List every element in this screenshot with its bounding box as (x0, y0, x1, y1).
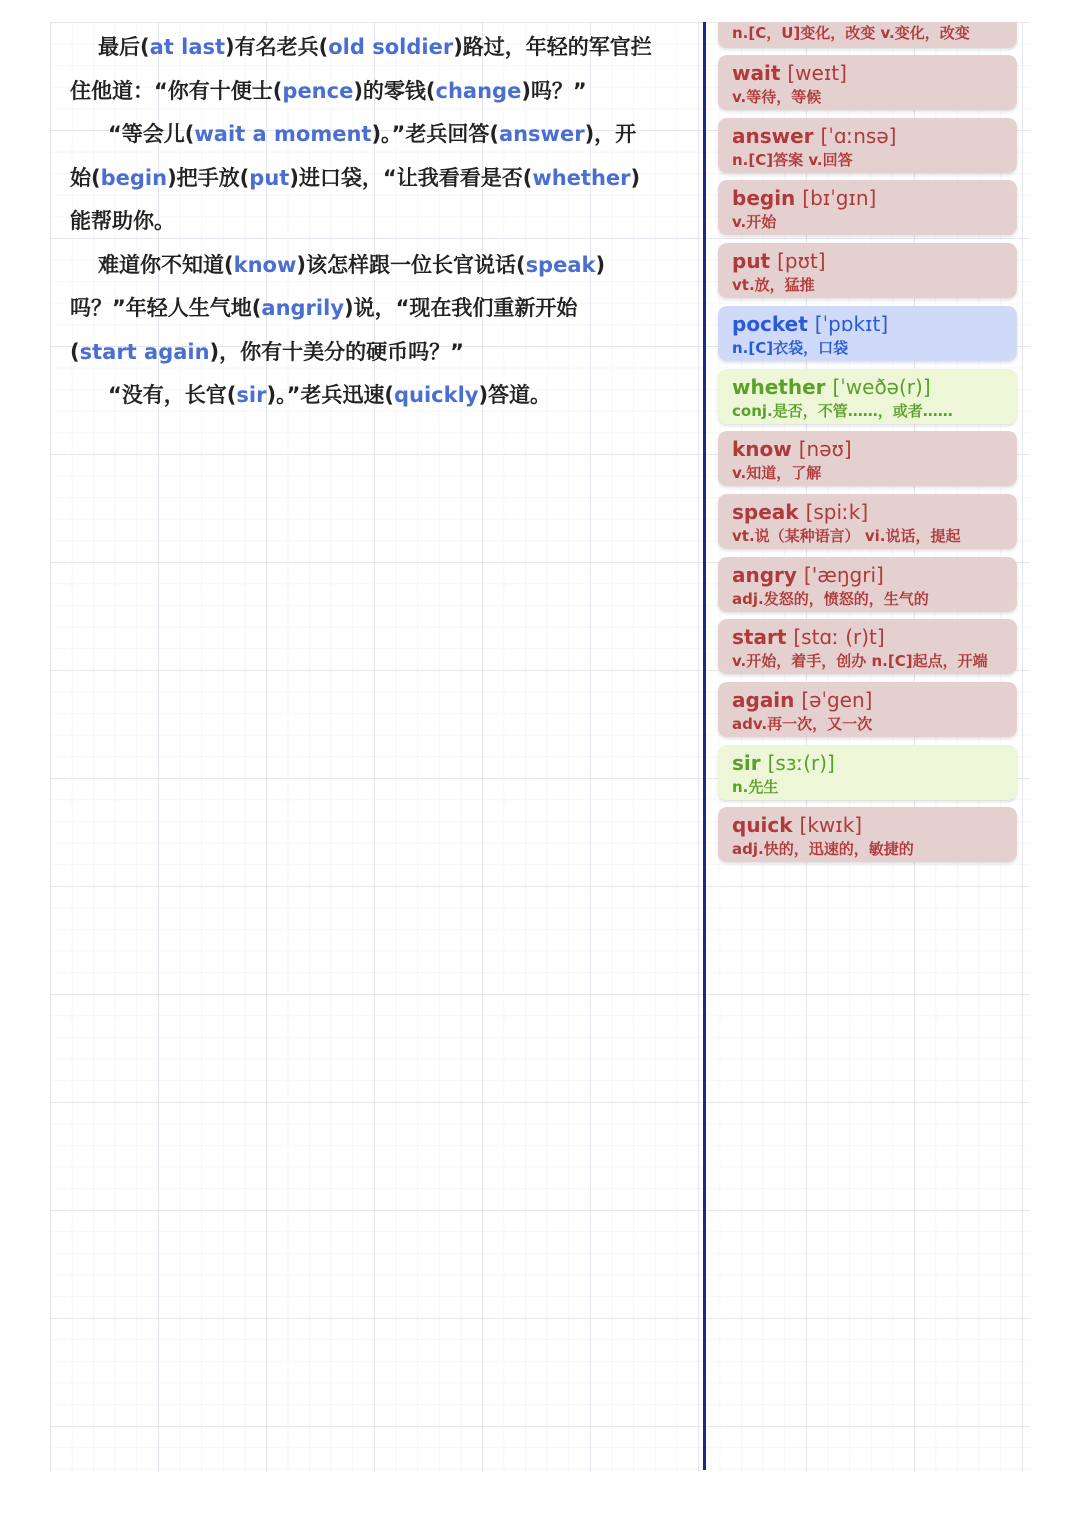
vocab-headword-line (732, 122, 1003, 150)
vocab-meaning: n.先生 (732, 778, 779, 796)
story-passage (70, 26, 680, 418)
passage-text: ( (70, 339, 80, 364)
english-keyword: sir (236, 383, 267, 407)
vocab-phonetic: [spiːk] (805, 500, 869, 524)
vocab-meaning: n.[C]答案 v.回答 (732, 151, 853, 169)
vocab-word: quick (732, 813, 793, 837)
passage-text: 难道你不知道( (98, 252, 234, 277)
passage-text: )。”老兵迅速( (266, 383, 394, 407)
vocab-meaning: v.等待，等候 (732, 88, 822, 106)
english-keyword: put (249, 165, 290, 190)
passage-text: )答道。 (478, 383, 552, 407)
passage-text: )说，“现在我们重新开始 (344, 296, 578, 320)
vocab-card-partial (718, 22, 1017, 48)
vocab-meaning: adv.再一次，又一次 (732, 715, 873, 733)
english-keyword: at last (149, 35, 226, 59)
vocab-headword-line (732, 435, 1003, 463)
vocab-headword-line (732, 686, 1003, 714)
passage-text: )有名老兵( (225, 35, 329, 59)
passage-text: )，你有十美分的硬币吗？” (209, 339, 464, 364)
vocab-headword-line (732, 749, 1003, 777)
vocab-card-sir (718, 745, 1017, 800)
passage-text: 始( (70, 165, 101, 190)
vocab-meaning: n.[C，U]变化，改变 v.变化，改变 (732, 24, 970, 42)
passage-text: )。”老兵回答( (371, 122, 499, 146)
english-keyword: know (233, 252, 297, 277)
vocab-card-whether (718, 369, 1017, 424)
vocab-meaning: vt.说（某种语言） vi.说话，提起 (732, 527, 961, 545)
passage-text: ) (595, 252, 606, 277)
english-keyword: whether (532, 165, 631, 190)
vocab-headword-line (732, 184, 1003, 212)
english-keyword: speak (525, 252, 596, 277)
english-keyword: change (435, 78, 522, 103)
vocab-phonetic: [əˈgen] (801, 688, 873, 712)
vocab-card-pocket (718, 306, 1017, 361)
vocab-headword-line (732, 247, 1003, 275)
vocab-word: angry (732, 563, 797, 587)
passage-line (70, 157, 680, 201)
vocab-phonetic: [nəʊ] (798, 437, 852, 461)
vocab-card-put (718, 243, 1017, 298)
vocab-card-quick (718, 807, 1017, 862)
vocab-headword-line (732, 373, 1003, 401)
passage-text: )进口袋，“让我看看是否( (289, 165, 533, 190)
passage-line (70, 113, 680, 157)
vocab-phonetic: [ˈɑːnsə] (820, 124, 897, 148)
vocab-meaning: conj.是否，不管……，或者…… (732, 402, 953, 420)
vocab-phonetic: [ˈweðə(r)] (832, 375, 931, 399)
vocab-word: sir (732, 751, 761, 775)
passage-line (70, 26, 680, 70)
vocab-word: answer (732, 124, 814, 148)
passage-text: )该怎样跟一位长官说话( (296, 252, 526, 277)
english-keyword: old soldier (328, 35, 454, 59)
passage-line (70, 244, 680, 288)
english-keyword: begin (100, 165, 168, 190)
vocab-card-speak (718, 494, 1017, 549)
vocab-headword-line (732, 59, 1003, 87)
column-divider (703, 22, 706, 1470)
passage-text: )，开 (584, 122, 637, 146)
passage-text: )的零钱( (353, 78, 436, 103)
vocab-phonetic: [ˈpɒkɪt] (814, 312, 889, 336)
vocab-headword-line (732, 623, 1003, 651)
english-keyword: pence (282, 78, 354, 103)
passage-text: ) (630, 165, 641, 190)
vocab-meaning: v.开始 (732, 213, 777, 231)
vocab-meaning: adj.快的，迅速的，敏捷的 (732, 840, 914, 858)
vocab-card-wait (718, 55, 1017, 110)
vocab-word: wait (732, 61, 781, 85)
vocab-phonetic: [kwɪk] (799, 813, 863, 837)
english-keyword: start again (79, 339, 210, 364)
passage-text: “没有，长官( (108, 383, 237, 407)
vocab-headword-line (732, 811, 1003, 839)
vocab-headword-line (732, 310, 1003, 338)
vocab-phonetic: [bɪˈgɪn] (802, 186, 877, 210)
vocab-headword-line (732, 561, 1003, 589)
vocab-phonetic: [sɜː(r)] (767, 751, 835, 775)
vocab-phonetic: [stɑː (r)t] (793, 625, 885, 649)
passage-text: )吗？” (521, 78, 587, 103)
passage-line (70, 374, 680, 418)
vocab-phonetic: ['æŋgri] (803, 563, 884, 587)
passage-line (70, 200, 680, 244)
passage-text: 住他道：“你有十便士( (70, 78, 283, 103)
vocab-word: know (732, 437, 792, 461)
passage-text: 最后( (98, 35, 150, 59)
vocab-word: put (732, 249, 771, 273)
passage-text: )把手放( (167, 165, 250, 190)
vocab-meaning: v.开始，着手，创办 n.[C]起点，开端 (732, 652, 988, 670)
vocab-word: pocket (732, 312, 808, 336)
vocab-meaning: v.知道，了解 (732, 464, 822, 482)
vocab-word: again (732, 688, 795, 712)
vocab-word: whether (732, 375, 826, 399)
vocab-phonetic: [weɪt] (787, 61, 847, 85)
vocab-card-begin (718, 180, 1017, 235)
vocab-phonetic: [pʊt] (777, 249, 826, 273)
vocab-card-answer (718, 118, 1017, 173)
english-keyword: quickly (393, 383, 479, 407)
vocab-word: speak (732, 500, 799, 524)
vocab-word: begin (732, 186, 796, 210)
passage-line (70, 287, 680, 331)
english-keyword: wait a moment (194, 122, 372, 146)
passage-text: )路过，年轻的军官拦 (453, 35, 652, 59)
vocab-card-start (718, 619, 1017, 674)
vocab-card-again (718, 682, 1017, 737)
vocab-meaning: vt.放，猛推 (732, 276, 815, 294)
vocab-card-know (718, 431, 1017, 486)
passage-text: 能帮助你。 (70, 209, 175, 233)
english-keyword: angrily (261, 296, 345, 320)
passage-line (70, 331, 680, 375)
vocab-word: start (732, 625, 787, 649)
vocab-card-angry (718, 557, 1017, 612)
english-keyword: answer (498, 122, 585, 146)
vocab-headword-line (732, 498, 1003, 526)
vocab-meaning: adj.发怒的，愤怒的，生气的 (732, 590, 929, 608)
passage-text: “等会儿( (108, 122, 195, 146)
vocab-meaning: n.[C]衣袋，口袋 (732, 339, 849, 357)
passage-text: 吗？”年轻人生气地( (70, 296, 262, 320)
passage-line (70, 70, 680, 114)
